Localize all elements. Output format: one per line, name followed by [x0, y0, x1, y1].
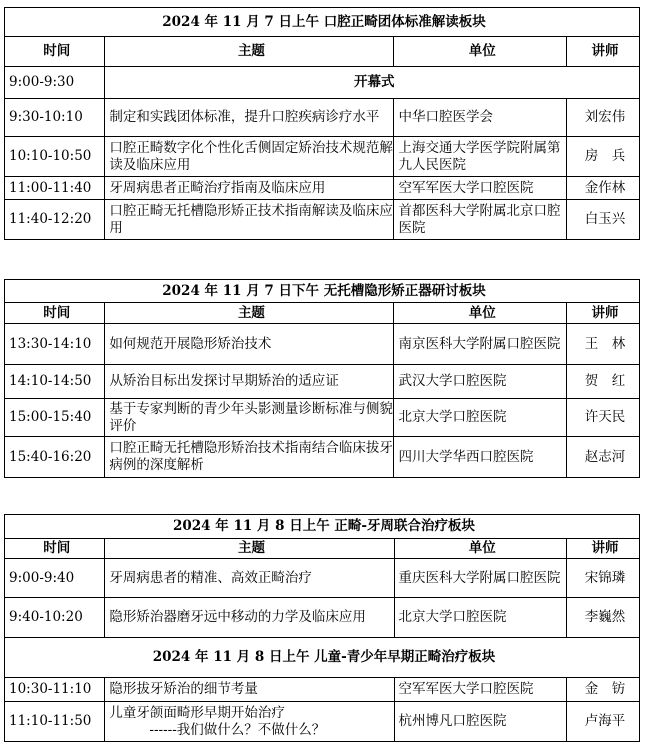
header-topic: 主题	[105, 303, 394, 324]
table-row	[5, 598, 640, 638]
session-time: 14:10-14:50	[5, 365, 105, 399]
session-time: 11:00-11:40	[5, 177, 105, 200]
session-time: 13:30-14:10	[5, 324, 105, 365]
session-time: 11:10-11:50	[5, 702, 105, 742]
session-unit: 首都医科大学附属北京口腔医院	[394, 200, 566, 240]
table-row	[5, 437, 640, 478]
header-time: 时间	[5, 303, 105, 324]
block-title: 2024 年 11 月 8 日上午 正畸-牙周联合治疗板块	[5, 515, 640, 539]
session-topic: 从矫治目标出发探讨早期矫治的适应证	[105, 365, 394, 399]
session-time: 10:30-11:10	[5, 678, 105, 702]
table-row	[5, 399, 640, 437]
session-time: 9:40-10:20	[5, 598, 105, 638]
table-row	[5, 200, 640, 240]
session-topic: 口腔正畸无托槽隐形矫正技术指南解读及临床应用	[105, 200, 394, 240]
session-time: 15:40-16:20	[5, 437, 105, 478]
schedule-table-2	[4, 279, 640, 478]
session-topic: 牙周病患者的精准、高效正畸治疗	[105, 559, 394, 598]
session-lecturer: 许天民	[566, 399, 639, 437]
session-time: 9:00-9:40	[5, 559, 105, 598]
session-lecturer: 白玉兴	[566, 200, 639, 240]
table-row	[5, 678, 640, 702]
session-lecturer: 赵志河	[566, 437, 639, 478]
block-title: 2024 年 11 月 7 日上午 口腔正畸团体标准解读板块	[5, 8, 640, 37]
session-lecturer: 李巍然	[566, 598, 639, 638]
session-lecturer: 卢海平	[566, 702, 639, 742]
header-time: 时间	[5, 539, 105, 559]
header-time: 时间	[5, 37, 105, 67]
schedule-table-3	[4, 514, 640, 742]
session-time: 11:40-12:20	[5, 200, 105, 240]
session-unit: 四川大学华西口腔医院	[394, 437, 566, 478]
session-lecturer: 贺 红	[566, 365, 639, 399]
session-time: 9:30-10:10	[5, 99, 105, 137]
session-lecturer: 金作林	[566, 177, 639, 200]
table-row	[5, 67, 640, 99]
header-unit: 单位	[394, 539, 566, 559]
session-topic: 口腔正畸数字化个性化舌侧固定矫治技术规范解读及临床应用	[105, 137, 394, 177]
session-unit: 重庆医科大学附属口腔医院	[394, 559, 566, 598]
header-lecturer: 讲师	[566, 539, 639, 559]
header-unit: 单位	[394, 37, 566, 67]
block-title: 2024 年 11 月 7 日下午 无托槽隐形矫正器研讨板块	[5, 280, 640, 303]
table-row	[5, 559, 640, 598]
session-lecturer: 王 林	[566, 324, 639, 365]
session-unit: 中华口腔医学会	[394, 99, 566, 137]
session-time: 15:00-15:40	[5, 399, 105, 437]
header-topic: 主题	[105, 539, 394, 559]
session-topic: 开幕式	[105, 67, 640, 99]
session-topic	[105, 702, 394, 742]
session-topic: 如何规范开展隐形矫治技术	[105, 324, 394, 365]
session-topic: 隐形拔牙矫治的细节考量	[105, 678, 394, 702]
session-unit: 北京大学口腔医院	[394, 399, 566, 437]
session-lecturer: 金 钫	[566, 678, 639, 702]
schedule-table-1	[4, 7, 640, 240]
table-row	[5, 324, 640, 365]
header-lecturer: 讲师	[566, 37, 639, 67]
session-lecturer: 刘宏伟	[566, 99, 639, 137]
session-topic: 隐形矫治器磨牙远中移动的力学及临床应用	[105, 598, 394, 638]
session-unit: 空军军医大学口腔医院	[394, 177, 566, 200]
session-unit: 杭州博凡口腔医院	[394, 702, 566, 742]
table-row	[5, 137, 640, 177]
table-row	[5, 99, 640, 137]
table-row	[5, 365, 640, 399]
session-time: 10:10-10:50	[5, 137, 105, 177]
session-topic-line1: 儿童牙颌面畸形早期开始治疗	[109, 704, 285, 721]
session-lecturer: 宋锦璘	[566, 559, 639, 598]
session-time: 9:00-9:30	[5, 67, 105, 99]
session-unit: 上海交通大学医学院附属第九人民医院	[394, 137, 566, 177]
session-lecturer: 房 兵	[566, 137, 639, 177]
session-topic-line2: ------我们做什么？不做什么？	[149, 721, 326, 738]
header-lecturer: 讲师	[566, 303, 639, 324]
session-topic: 牙周病患者正畸治疗指南及临床应用	[105, 177, 394, 200]
header-topic: 主题	[105, 37, 394, 67]
session-topic: 口腔正畸无托槽隐形矫治技术指南结合临床拔牙病例的深度解析	[105, 437, 394, 478]
session-topic: 基于专家判断的青少年头影测量诊断标准与侧貌评价	[105, 399, 394, 437]
table-row	[5, 702, 640, 742]
session-unit: 武汉大学口腔医院	[394, 365, 566, 399]
session-unit: 北京大学口腔医院	[394, 598, 566, 638]
block-subtitle: 2024 年 11 月 8 日上午 儿童-青少年早期正畸治疗板块	[5, 638, 640, 678]
session-unit: 空军军医大学口腔医院	[394, 678, 566, 702]
session-unit: 南京医科大学附属口腔医院	[394, 324, 566, 365]
table-row	[5, 177, 640, 200]
session-topic: 制定和实践团体标准，提升口腔疾病诊疗水平	[105, 99, 394, 137]
header-unit: 单位	[394, 303, 566, 324]
